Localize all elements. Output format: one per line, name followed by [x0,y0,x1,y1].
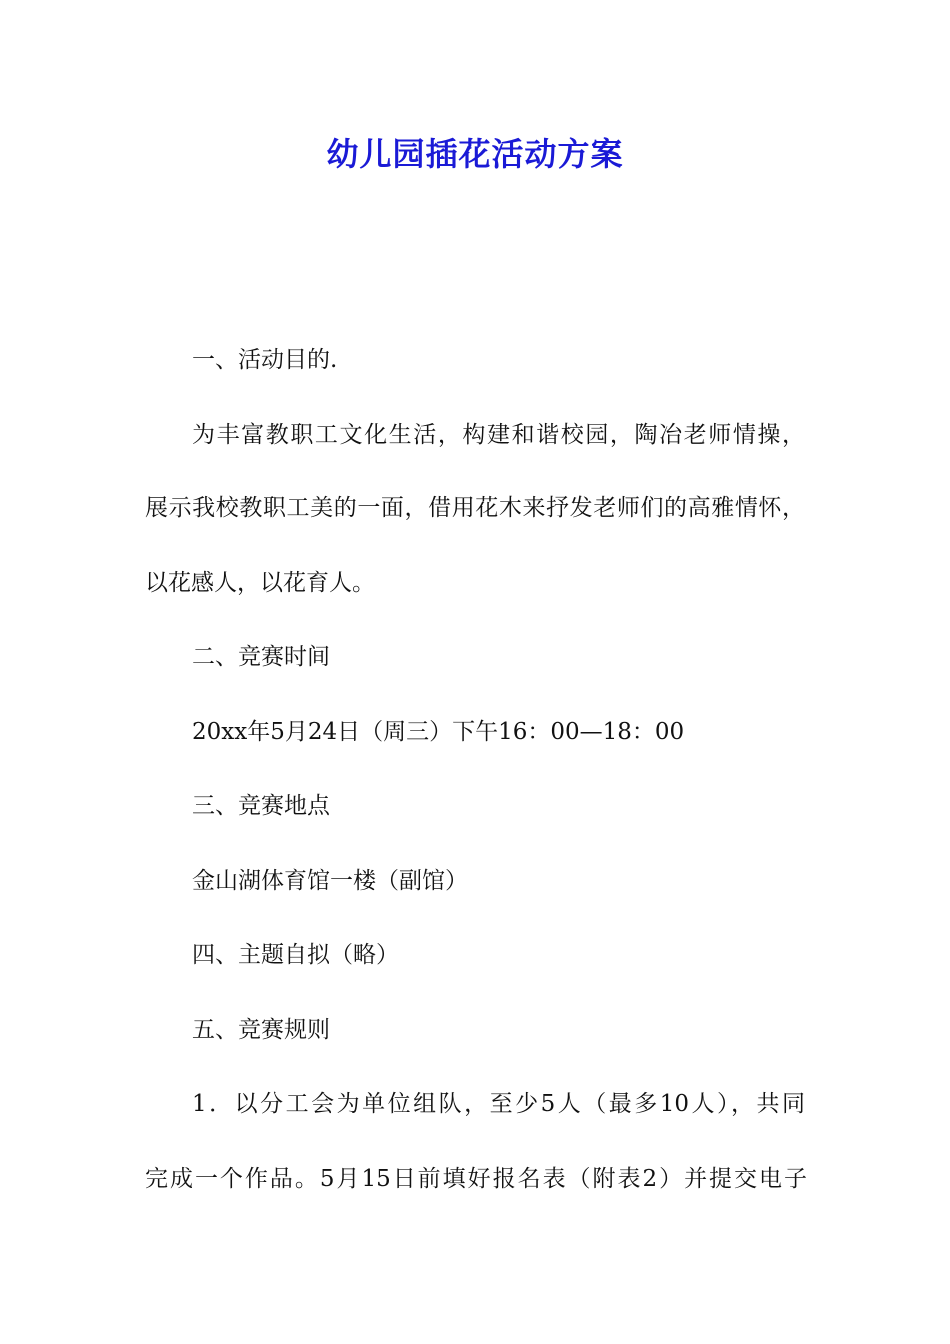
paragraph-line: 完成一个作品。5月15日前填好报名表（附表2）并提交电子 [145,1166,807,1192]
paragraph-line: 1．以分工会为单位组队，至少5人（最多10人），共同 [192,1091,805,1117]
paragraph-line: 以花感人，以花育人。 [145,570,375,596]
document-title: 幼儿园插花活动方案 [326,135,624,173]
paragraph-line: 为丰富教职工文化生活，构建和谐校园，陶冶老师情操， [192,422,805,448]
section-heading-location: 三、竞赛地点 [192,793,330,819]
section-heading-purpose: 一、活动目的. [192,347,338,373]
paragraph-line: 20xx年5月24日（周三）下午16：00—18：00 [192,719,685,745]
section-heading-theme: 四、主题自拟（略） [192,942,399,968]
paragraph-line: 展示我校教职工美的一面，借用花木来抒发老师们的高雅情怀， [145,495,805,521]
section-heading-rules: 五、竞赛规则 [192,1017,330,1043]
paragraph-line: 金山湖体育馆一楼（副馆） [192,868,468,894]
section-heading-time: 二、竞赛时间 [192,644,330,670]
